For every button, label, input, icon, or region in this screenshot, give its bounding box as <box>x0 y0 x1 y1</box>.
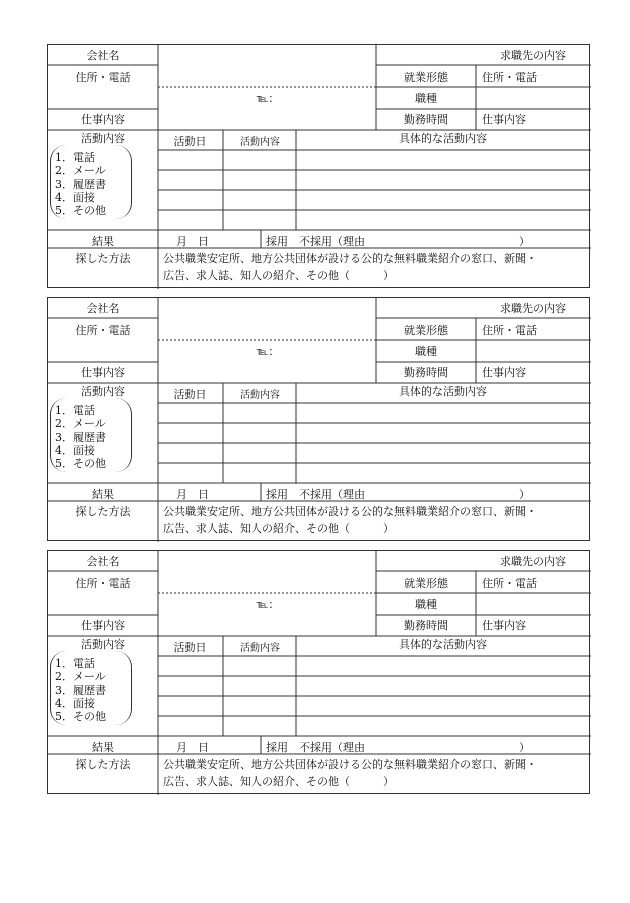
address-phone-label: 住所・電話 <box>75 71 131 84</box>
job-content-right-label: 仕事内容 <box>482 366 526 379</box>
activity-type-item: 4．面接 <box>55 190 95 204</box>
activity-form-1 <box>47 44 590 288</box>
activity-entry-rows[interactable] <box>158 656 591 736</box>
activity-type-item: 4．面接 <box>55 696 95 710</box>
hire-result-field[interactable]: 採用 不採用（理由 ） <box>266 488 530 501</box>
address-field[interactable] <box>158 318 376 340</box>
tel-mark: ℡： <box>256 598 280 611</box>
activity-content-label: 活動内容 <box>81 638 125 651</box>
activity-date-header: 活動日 <box>173 641 207 654</box>
activity-type-item: 2．メール <box>55 670 106 684</box>
activity-type-item: 5．その他 <box>55 204 106 218</box>
working-hours-label: 勤務時間 <box>404 366 448 379</box>
address-phone-label: 住所・電話 <box>75 324 131 337</box>
activity-type-item: 3．履歴書 <box>55 430 106 444</box>
search-method-line-1: 公共職業安定所、地方公共団体が設ける公的な無料職業紹介の窓口、新聞・ <box>163 758 537 771</box>
month-day-field[interactable]: 月 日 <box>176 488 209 501</box>
hire-result-field[interactable]: 採用 不採用（理由 ） <box>266 235 530 248</box>
company-name-field[interactable] <box>158 45 376 65</box>
search-method-label: 探した方法 <box>75 758 131 771</box>
company-name-field[interactable] <box>158 551 376 571</box>
activity-form-3 <box>47 550 590 794</box>
tel-mark: ℡： <box>256 92 280 105</box>
job-offer-content-label: 求職先の内容 <box>500 555 566 568</box>
activity-date-header: 活動日 <box>173 135 207 148</box>
job-offer-content-label: 求職先の内容 <box>500 49 566 62</box>
employment-type-label: 就業形態 <box>404 71 448 84</box>
activity-type-list <box>55 151 106 217</box>
activity-entry-rows[interactable] <box>158 150 591 230</box>
search-method-line-2: 広告、求人誌、知人の紹介、その他（ ） <box>163 522 394 535</box>
company-name-label: 会社名 <box>86 302 120 315</box>
company-name-label: 会社名 <box>86 49 120 62</box>
activity-type-item: 2．メール <box>55 164 106 178</box>
activity-type-list <box>55 657 106 723</box>
activity-type-list <box>55 404 106 470</box>
search-method-line-1: 公共職業安定所、地方公共団体が設ける公的な無料職業紹介の窓口、新聞・ <box>163 252 537 265</box>
activity-type-item: 1．電話 <box>55 151 95 164</box>
address-phone-label: 住所・電話 <box>75 577 131 590</box>
job-content-right-label: 仕事内容 <box>482 619 526 632</box>
activity-entry-rows[interactable] <box>158 403 591 483</box>
activity-type-item: 4．面接 <box>55 443 95 457</box>
result-label: 結果 <box>92 741 114 754</box>
job-content-label: 仕事内容 <box>81 619 125 632</box>
hire-result-field[interactable]: 採用 不採用（理由 ） <box>266 741 530 754</box>
address-phone-right-label: 住所・電話 <box>482 71 537 84</box>
activity-detail-header: 活動内容 <box>240 390 280 401</box>
job-offer-content-label: 求職先の内容 <box>500 302 566 315</box>
job-type-label: 職種 <box>415 345 437 358</box>
activity-content-label: 活動内容 <box>81 385 125 398</box>
search-method-line-2: 広告、求人誌、知人の紹介、その他（ ） <box>163 775 394 788</box>
activity-type-item: 1．電話 <box>55 657 95 670</box>
company-name-field[interactable] <box>158 298 376 318</box>
search-method-line-2: 広告、求人誌、知人の紹介、その他（ ） <box>163 269 394 282</box>
phone-field[interactable] <box>278 593 376 615</box>
job-type-label: 職種 <box>415 598 437 611</box>
activity-date-header: 活動日 <box>173 388 207 401</box>
tel-mark: ℡： <box>256 345 280 358</box>
job-type-field[interactable] <box>476 340 591 362</box>
address-phone-right-label: 住所・電話 <box>482 577 537 590</box>
job-content-label: 仕事内容 <box>81 366 125 379</box>
working-hours-label: 勤務時間 <box>404 113 448 126</box>
specific-activity-header: 具体的な活動内容 <box>399 132 487 145</box>
job-content-field[interactable] <box>158 362 376 383</box>
phone-field[interactable] <box>278 340 376 362</box>
activity-type-item: 3．履歴書 <box>55 683 106 697</box>
specific-activity-header: 具体的な活動内容 <box>399 385 487 398</box>
activity-detail-header: 活動内容 <box>240 137 280 148</box>
month-day-field[interactable]: 月 日 <box>176 235 209 248</box>
month-day-field[interactable]: 月 日 <box>176 741 209 754</box>
activity-type-item: 2．メール <box>55 417 106 431</box>
result-label: 結果 <box>92 235 114 248</box>
address-phone-right-label: 住所・電話 <box>482 324 537 337</box>
search-method-line-1: 公共職業安定所、地方公共団体が設ける公的な無料職業紹介の窓口、新聞・ <box>163 505 537 518</box>
working-hours-label: 勤務時間 <box>404 619 448 632</box>
search-method-label: 探した方法 <box>75 252 131 265</box>
address-field[interactable] <box>158 65 376 87</box>
activity-type-item: 3．履歴書 <box>55 177 106 191</box>
result-label: 結果 <box>92 488 114 501</box>
employment-type-label: 就業形態 <box>404 577 448 590</box>
search-method-label: 探した方法 <box>75 505 131 518</box>
job-type-field[interactable] <box>476 593 591 615</box>
activity-type-item: 5．その他 <box>55 457 106 471</box>
activity-detail-header: 活動内容 <box>240 643 280 654</box>
job-content-field[interactable] <box>158 109 376 130</box>
activity-type-item: 5．その他 <box>55 710 106 724</box>
employment-type-label: 就業形態 <box>404 324 448 337</box>
activity-form-2 <box>47 297 590 541</box>
job-content-field[interactable] <box>158 615 376 636</box>
company-name-label: 会社名 <box>86 555 120 568</box>
specific-activity-header: 具体的な活動内容 <box>399 638 487 651</box>
phone-field[interactable] <box>278 87 376 109</box>
activity-content-label: 活動内容 <box>81 132 125 145</box>
job-type-field[interactable] <box>476 87 591 109</box>
address-field[interactable] <box>158 571 376 593</box>
job-content-right-label: 仕事内容 <box>482 113 526 126</box>
activity-type-item: 1．電話 <box>55 404 95 417</box>
job-content-label: 仕事内容 <box>81 113 125 126</box>
job-type-label: 職種 <box>415 92 437 105</box>
